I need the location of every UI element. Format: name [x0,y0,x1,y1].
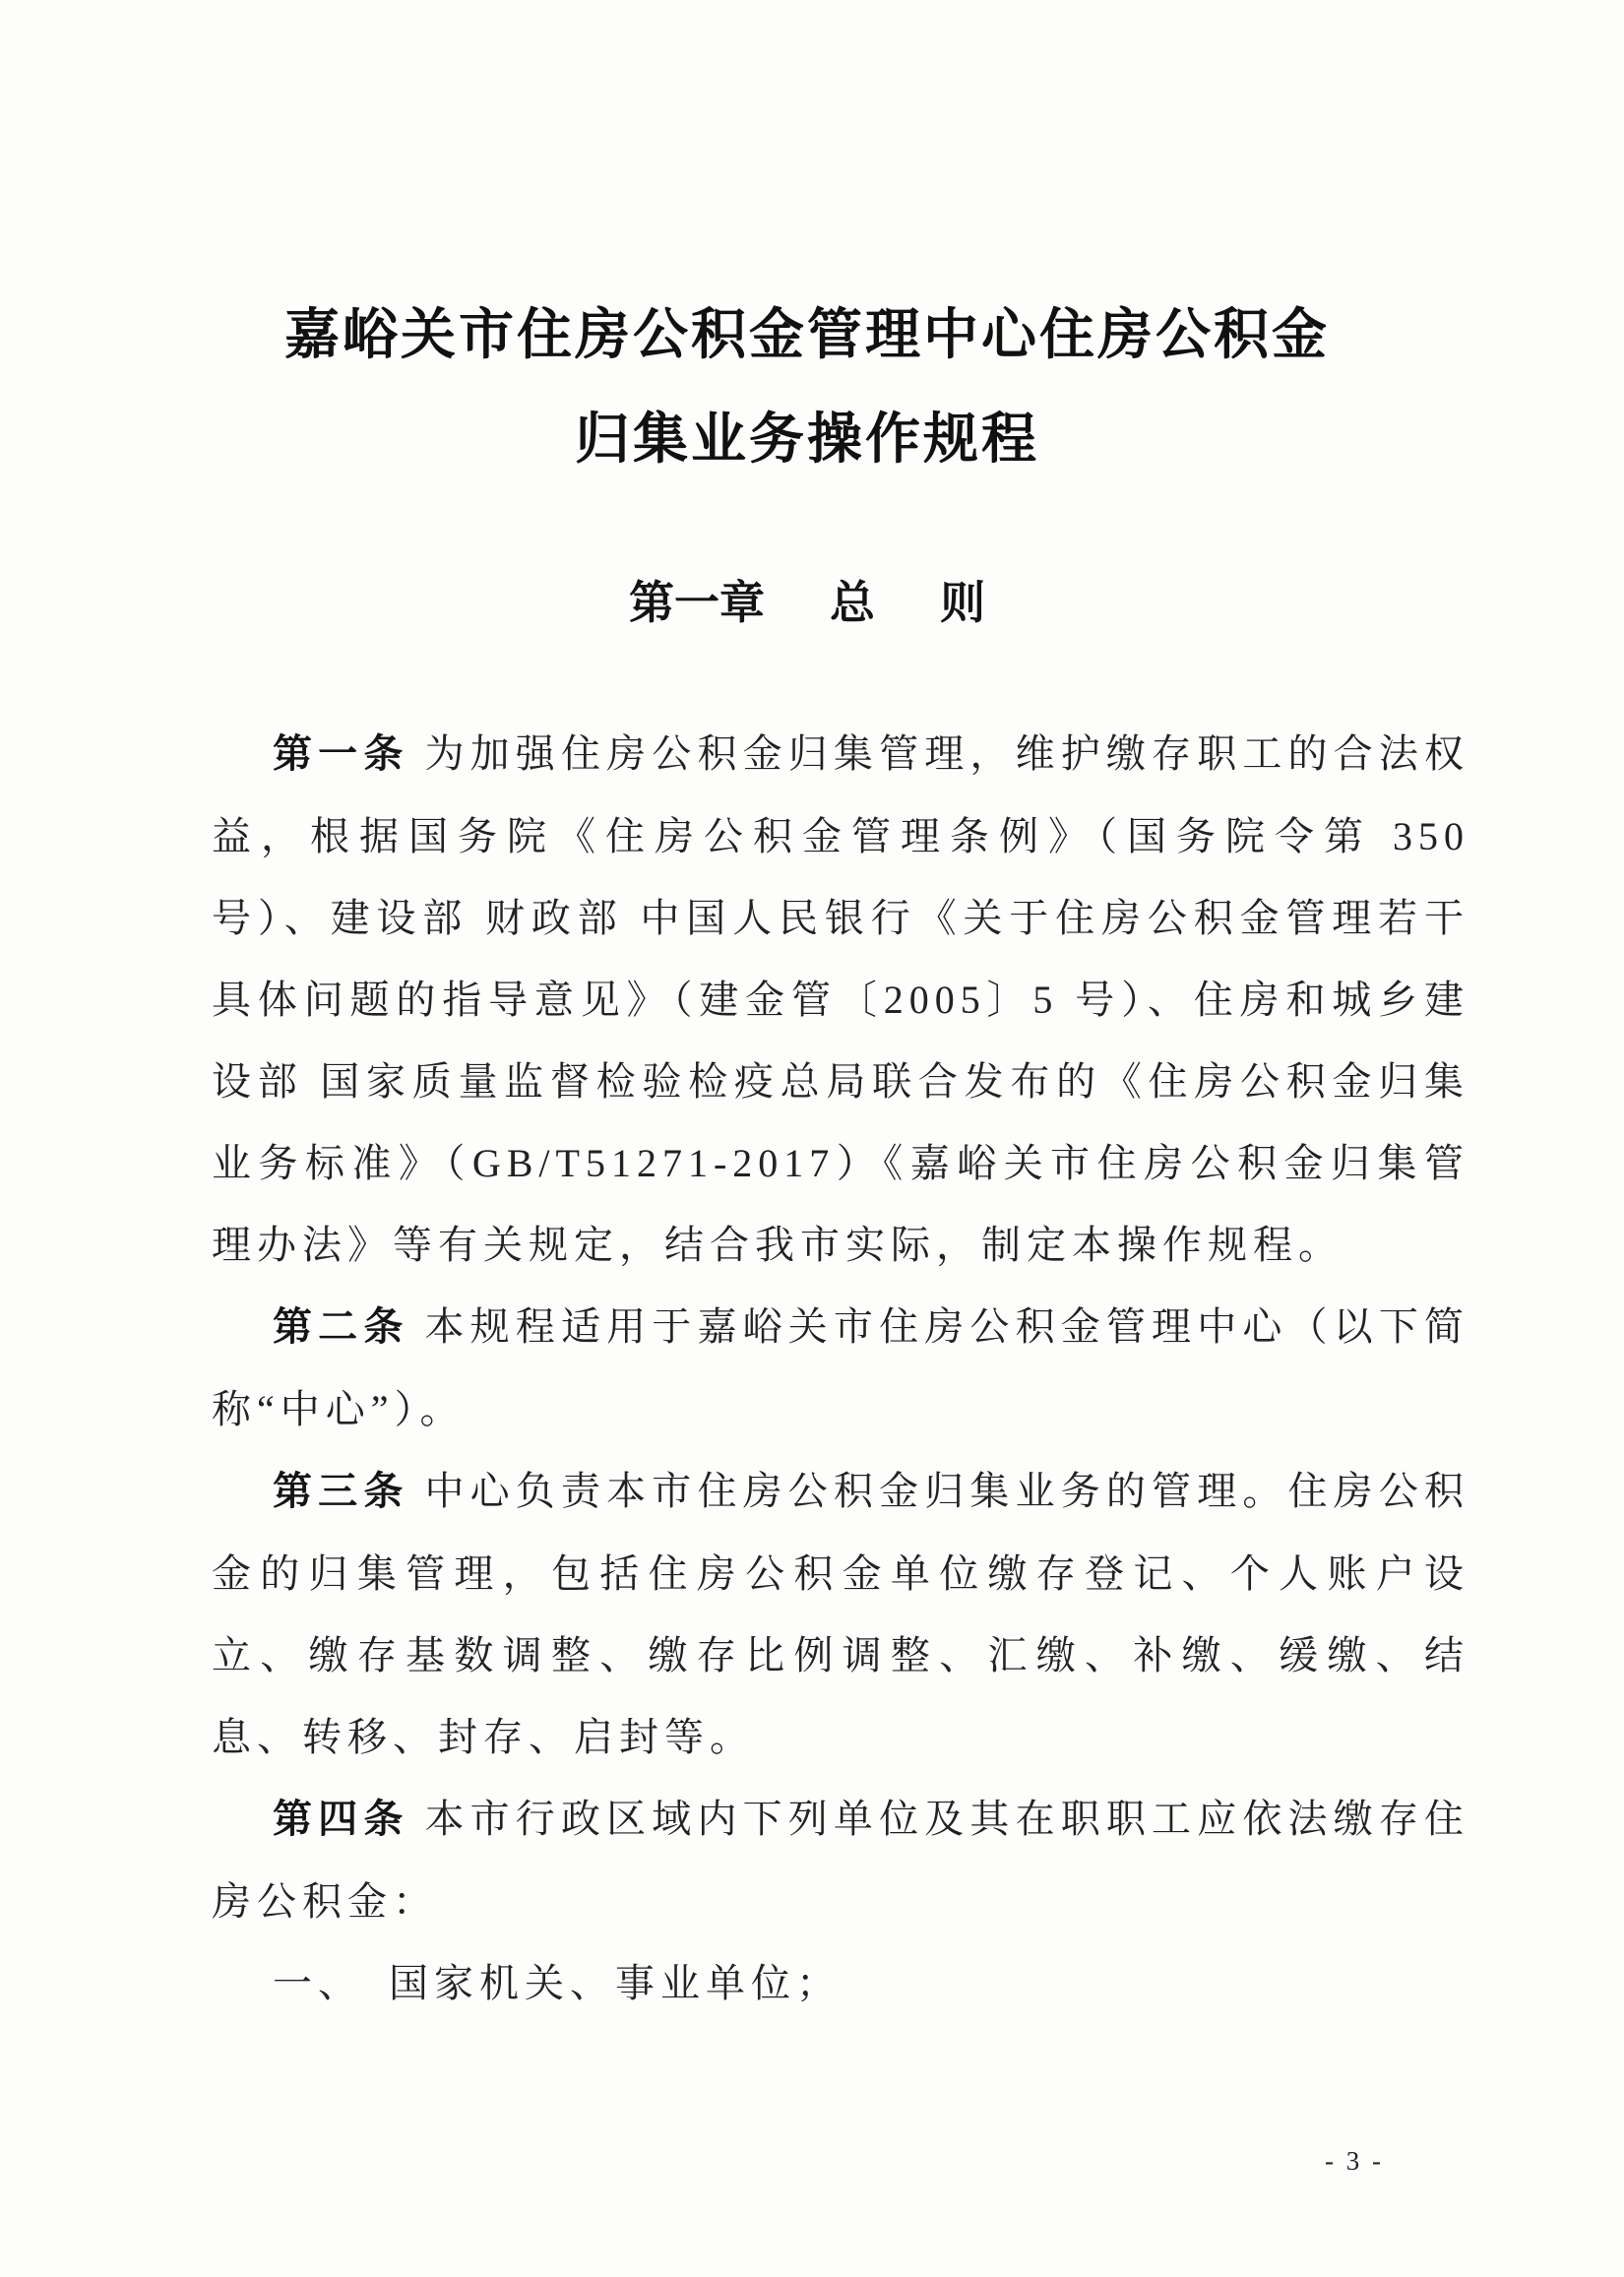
article-paragraph-1 [212,713,1469,1286]
chapter-heading [162,567,1452,632]
article-paragraph-4 [212,1778,1469,1942]
page-number: - 3 - [1325,2146,1384,2176]
list-item-1 [212,1942,1469,2024]
article-1-text: 为加强住房公积金归集管理，维护缴存职工的合法权益，根据国务院《住房公积金管理条例》（国务院令第 350 号）、建设部 财政部 中国人民银行《关于住房公积金管理若干具体问题的指导意见》（建金管〔2005〕5 号）、住房和城乡建设部 国家质量监督检验检疫总局联合发布的《住房公积金归集业务标准》（GB/T51271-2017）《嘉峪关市住房公积金归集管理办法》等有关规定，结合我市实际，制定本操作规程。 [212,731,1470,1267]
chapter-title-char-1: 总 [830,576,875,629]
article-3-text: 中心负责本市住房公积金归集业务的管理。住房公积金的归集管理，包括住房公积金单位缴存登记、个人账户设立、缴存基数调整、缴存比例调整、汇缴、补缴、缓缴、结息、转移、封存、启封等。 [212,1469,1470,1759]
article-4-label: 第四条 [273,1797,409,1842]
document-title-line-1: 嘉峪关市住房公积金管理中心住房公积金 [284,303,1330,367]
article-3-label: 第三条 [273,1469,409,1514]
list-item-1-text: 一、 国家机关、事业单位； [273,1961,842,2005]
article-paragraph-2 [212,1286,1469,1450]
chapter-number: 第一章 [629,576,765,629]
document-title [162,284,1452,492]
article-1-label: 第一条 [273,731,409,777]
article-2-text: 本规程适用于嘉峪关市住房公积金管理中心（以下简称“中心”）。 [212,1304,1470,1431]
document-title-line-2: 归集业务操作规程 [575,408,1039,472]
document-body [212,713,1469,2024]
article-paragraph-3 [212,1450,1469,1778]
chapter-title-char-2: 则 [940,576,985,629]
article-2-label: 第二条 [273,1304,409,1350]
article-4-text: 本市行政区域内下列单位及其在职职工应依法缴存住房公积金： [212,1797,1470,1924]
